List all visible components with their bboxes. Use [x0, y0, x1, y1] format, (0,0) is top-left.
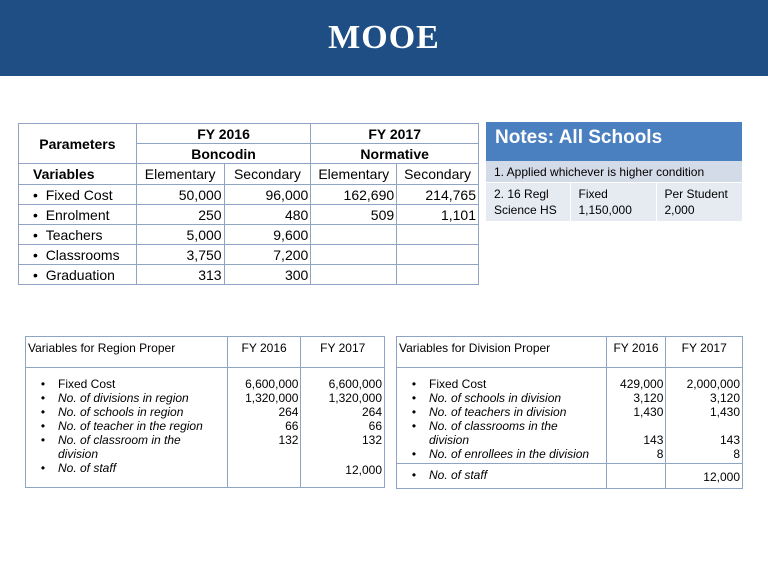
division-fy2016: FY 2016: [606, 337, 666, 368]
region-fy2016: FY 2016: [227, 337, 301, 368]
table-row: • Fixed Cost 50,000 96,000 162,690 214,765: [19, 185, 479, 205]
cell-value: [311, 265, 397, 285]
row-label: No. of schools in region: [58, 405, 184, 419]
table-row: • Enrolment 250 480 509 1,101: [19, 205, 479, 225]
cell-value: [397, 225, 479, 245]
row-label: No. of enrollees in the division: [429, 447, 590, 461]
cell-value: 6,600,000: [328, 377, 382, 391]
cell-value: 214,765: [397, 185, 479, 205]
fy2017-subheader: Normative: [311, 144, 479, 164]
cell-value: 132: [278, 433, 299, 447]
row-label: Graduation: [45, 266, 115, 283]
cell-value: 9,600: [224, 225, 311, 245]
region-header: Variables for Region Proper: [26, 337, 228, 368]
region-proper-table: [25, 336, 385, 488]
notes-panel: [486, 122, 742, 221]
row-label: Fixed Cost: [45, 186, 113, 203]
cell-value: 8: [733, 447, 740, 461]
title-bar: [0, 0, 768, 76]
row-label: Fixed Cost: [58, 377, 116, 391]
cell-value: 6,600,000: [245, 377, 299, 391]
cell-value: [397, 245, 479, 265]
cell-value: [397, 265, 479, 285]
cell-value: 3,120: [709, 391, 740, 405]
row-label: Classrooms: [45, 246, 120, 263]
fy2017-header: FY 2017: [311, 124, 479, 144]
cell-value: 66: [285, 419, 299, 433]
col-secondary-2017: Secondary: [397, 164, 479, 185]
cell-value: 3,120: [633, 391, 664, 405]
table-row: • No. of staff 12,000: [397, 464, 743, 489]
notes-item-1: 1. Applied whichever is higher condition: [486, 161, 742, 183]
cell-value: 429,000: [620, 377, 664, 391]
division-header: Variables for Division Proper: [397, 337, 607, 368]
cell-value: 8: [656, 447, 664, 461]
cell-value: 313: [136, 265, 224, 285]
fy2016-header: FY 2016: [136, 124, 311, 144]
notes-item-2-label: 2. 16 Regl Science HS: [486, 183, 570, 221]
table-row: • Graduation 313 300: [19, 265, 479, 285]
cell-value: 1,320,000: [245, 391, 299, 405]
row-label: No. of classrooms in the division: [429, 419, 558, 447]
row-label: Fixed Cost: [429, 377, 487, 391]
cell-value: 3,750: [136, 245, 224, 265]
cell-value: 264: [361, 405, 382, 419]
row-label: No. of schools in division: [429, 391, 562, 405]
parameters-table: [18, 123, 479, 285]
cell-value: 12,000: [666, 464, 743, 489]
table-row: • Fixed Cost • No. of divisions in region • No. of schools in region • No. of teacher in the region • No. of classroom in the division • No. of staff 6,600,000 1,320,000 264 66 132 6,600,000 1,320,000 264 66 132 12,000: [26, 368, 385, 488]
table-row: • Fixed Cost • No. of schools in division • No. of teachers in division • No. of classrooms in the division • No. of enrollees in the division 429,000 3,120 1,430 143 8 2,000,000 3,120 1,430 143 8: [397, 368, 743, 464]
table-row: • Classrooms 3,750 7,200: [19, 245, 479, 265]
col-secondary-2016: Secondary: [224, 164, 311, 185]
cell-value: 5,000: [136, 225, 224, 245]
cell-value: 162,690: [311, 185, 397, 205]
cell-value: 1,430: [709, 405, 740, 419]
col-elementary-2016: Elementary: [136, 164, 224, 185]
cell-value: [311, 225, 397, 245]
cell-value: 96,000: [224, 185, 311, 205]
notes-header: Notes: All Schools: [486, 122, 742, 161]
cell-value: 264: [278, 405, 299, 419]
cell-value: 2,000,000: [686, 377, 740, 391]
division-fy2017: FY 2017: [666, 337, 743, 368]
row-label: No. of divisions in region: [58, 391, 189, 405]
cell-value: 509: [311, 205, 397, 225]
cell-value: [311, 245, 397, 265]
cell-value: 1,320,000: [328, 391, 382, 405]
notes-item-2: [486, 183, 742, 221]
table-row: • Teachers 5,000 9,600: [19, 225, 479, 245]
cell-value: 250: [136, 205, 224, 225]
cell-value: 143: [719, 433, 740, 447]
fy2016-subheader: Boncodin: [136, 144, 311, 164]
cell-value: 132: [361, 433, 382, 447]
row-label: No. of teacher in the region: [58, 419, 203, 433]
cell-value: 480: [224, 205, 311, 225]
col-elementary-2017: Elementary: [311, 164, 397, 185]
row-label: No. of staff: [58, 461, 117, 475]
row-label: No. of staff: [429, 468, 488, 482]
cell-value: 1,101: [397, 205, 479, 225]
division-proper-table: [396, 336, 743, 489]
cell-value: 12,000: [345, 463, 382, 477]
cell-value: 7,200: [224, 245, 311, 265]
row-label: Enrolment: [45, 206, 110, 223]
cell-value: 50,000: [136, 185, 224, 205]
region-fy2017: FY 2017: [301, 337, 385, 368]
cell-value: 300: [224, 265, 311, 285]
notes-item-2-per-student: Per Student 2,000: [664, 187, 728, 217]
row-label: No. of teachers in division: [429, 405, 567, 419]
parameters-label: Parameters: [19, 124, 137, 164]
row-label: No. of classroom in the division: [58, 433, 181, 461]
notes-item-2-fixed: Fixed 1,150,000: [570, 183, 656, 221]
variables-label: Variables: [19, 164, 137, 185]
page-title: MOOE: [328, 19, 440, 56]
cell-value: 66: [368, 419, 382, 433]
cell-value: 143: [643, 433, 664, 447]
cell-value: [606, 464, 666, 489]
cell-value: 1,430: [633, 405, 664, 419]
row-label: Teachers: [45, 226, 103, 243]
